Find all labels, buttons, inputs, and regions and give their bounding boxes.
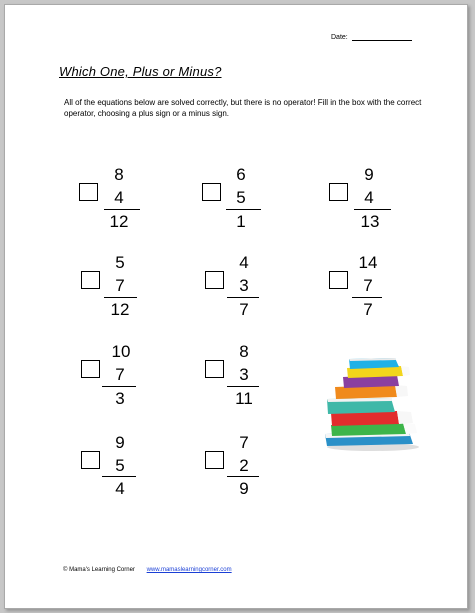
bottom-number: 5 [115, 456, 125, 475]
top-number: 9 [364, 165, 374, 184]
operator-box[interactable] [205, 360, 224, 378]
sum-line [104, 297, 137, 298]
operator-box[interactable] [81, 360, 100, 378]
problem-10 [205, 434, 295, 514]
problem-8 [205, 343, 295, 423]
problem-4 [81, 254, 171, 334]
bottom-number: 4 [114, 188, 124, 207]
problem-7 [81, 343, 171, 423]
top-number: 9 [115, 433, 125, 452]
operator-box[interactable] [81, 271, 100, 289]
sum-line [352, 297, 382, 298]
worksheet-title: Which One, Plus or Minus? [59, 64, 222, 79]
answer-number: 9 [239, 479, 249, 498]
answer-number: 7 [363, 300, 373, 319]
sum-line [227, 476, 259, 477]
stack-of-books-icon [323, 357, 423, 453]
sum-line [226, 209, 261, 210]
top-number: 4 [239, 253, 249, 272]
bottom-number: 5 [236, 188, 246, 207]
sum-line [102, 476, 136, 477]
sum-line [102, 386, 136, 387]
problem-6 [329, 254, 419, 334]
copyright-text: © Mama's Learning Corner [63, 567, 135, 573]
operator-box[interactable] [81, 451, 100, 469]
operator-box[interactable] [79, 183, 98, 201]
website-link[interactable]: www.mamaslearningcorner.com [146, 567, 232, 573]
date-input-line[interactable] [352, 33, 412, 41]
top-number: 8 [114, 165, 124, 184]
bottom-number: 7 [115, 276, 125, 295]
answer-number: 12 [110, 300, 130, 319]
operator-box[interactable] [329, 271, 348, 289]
operator-box[interactable] [202, 183, 221, 201]
bottom-number: 3 [239, 276, 249, 295]
worksheet-page [4, 4, 468, 609]
top-number: 6 [236, 165, 246, 184]
answer-number: 3 [115, 389, 125, 408]
answer-number: 12 [109, 212, 129, 231]
footer [63, 567, 232, 573]
answer-number: 13 [360, 212, 380, 231]
operator-box[interactable] [329, 183, 348, 201]
bottom-number: 3 [239, 365, 249, 384]
answer-number: 7 [239, 300, 249, 319]
problem-9 [81, 434, 171, 514]
problem-5 [205, 254, 295, 334]
problem-3 [329, 166, 419, 246]
top-number: 14 [358, 253, 378, 272]
operator-box[interactable] [205, 271, 224, 289]
sum-line [227, 297, 259, 298]
bottom-number: 2 [239, 456, 249, 475]
bottom-number: 7 [363, 276, 373, 295]
answer-number: 4 [115, 479, 125, 498]
operator-box[interactable] [205, 451, 224, 469]
top-number: 10 [111, 342, 131, 361]
answer-number: 11 [235, 389, 253, 408]
top-number: 7 [239, 433, 249, 452]
sum-line [227, 386, 259, 387]
problem-2 [202, 166, 292, 246]
bottom-number: 4 [364, 188, 374, 207]
top-number: 5 [115, 253, 125, 272]
date-label: Date: [331, 34, 348, 41]
sum-line [354, 209, 391, 210]
answer-number: 1 [236, 212, 246, 231]
instructions-text: All of the equations below are solved correctly, but there is no operator! Fill in the box with the correct operator, choosing a plus sign or a minus sign. [64, 98, 422, 118]
problem-1 [79, 166, 169, 246]
top-number: 8 [239, 342, 249, 361]
date-field [331, 33, 412, 41]
bottom-number: 7 [115, 365, 125, 384]
sum-line [104, 209, 140, 210]
